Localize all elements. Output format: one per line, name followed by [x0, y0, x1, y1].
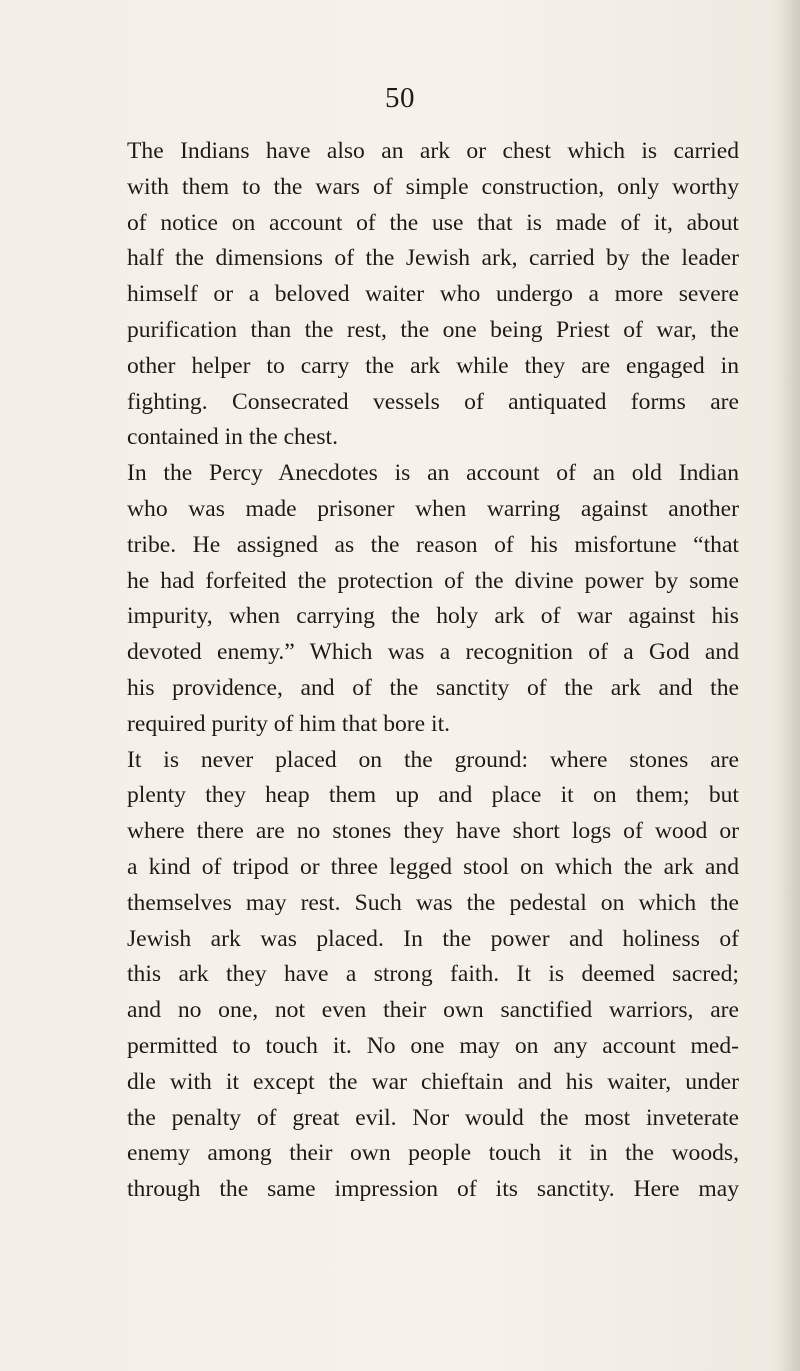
text-line: plenty they heap them up and place it on them; but — [127, 782, 739, 809]
text-line: through the same impression of its sanctity. Here may — [127, 1176, 739, 1203]
text-line: In the Percy Anecdotes is an account of an old Indian — [127, 460, 739, 487]
text-line: who was made prisoner when warring against another — [127, 495, 739, 522]
text-line: permitted to touch it. No one may on any account med- — [127, 1032, 739, 1059]
text-line: It is never placed on the ground: where stones are — [127, 746, 739, 773]
text-line: he had forfeited the protection of the divine power by some — [127, 567, 739, 594]
text-line: half the dimensions of the Jewish ark, carried by the leader — [127, 245, 739, 272]
text-line: the penalty of great evil. Nor would the most inveterate — [127, 1104, 739, 1131]
text-line: tribe. He assigned as the reason of his misfortune “that — [127, 531, 739, 558]
text-line: impurity, when carrying the holy ark of war against his — [127, 603, 739, 630]
text-line: dle with it except the war chieftain and his waiter, under — [127, 1068, 739, 1095]
paragraph-end-line: contained in the chest. — [127, 424, 338, 451]
text-line: with them to the wars of simple construction, only worthy — [127, 173, 739, 200]
paragraph-end-line: required purity of him that bore it. — [127, 710, 451, 737]
text-line: devoted enemy.” Which was a recognition of a God and — [127, 639, 739, 666]
text-line: Jewish ark was placed. In the power and holiness of — [127, 925, 739, 952]
text-line: of notice on account of the use that is made of it, about — [127, 209, 739, 236]
text-line: enemy among their own people touch it in the woods, — [127, 1140, 739, 1167]
text-line: purification than the rest, the one being Priest of war, the — [127, 316, 739, 343]
text-line: themselves may rest. Such was the pedestal on which the — [127, 889, 739, 916]
text-line: The Indians have also an ark or chest which is carried — [127, 138, 739, 164]
text-line: fighting. Consecrated vessels of antiquated forms are — [127, 388, 739, 415]
page-edge-shadow — [778, 0, 800, 1371]
text-line: his providence, and of the sanctity of the ark and the — [127, 674, 739, 701]
text-line: this ark they have a strong faith. It is deemed sacred; — [127, 961, 739, 988]
body-text — [127, 134, 739, 1208]
page-number: 50 — [385, 82, 415, 114]
text-line: himself or a beloved waiter who undergo a more severe — [127, 281, 739, 308]
text-line: other helper to carry the ark while they are engaged in — [127, 352, 739, 379]
text-line: and no one, not even their own sanctified warriors, are — [127, 997, 739, 1024]
text-line: a kind of tripod or three legged stool on which the ark and — [127, 853, 739, 880]
text-line: where there are no stones they have short logs of wood or — [127, 818, 739, 845]
